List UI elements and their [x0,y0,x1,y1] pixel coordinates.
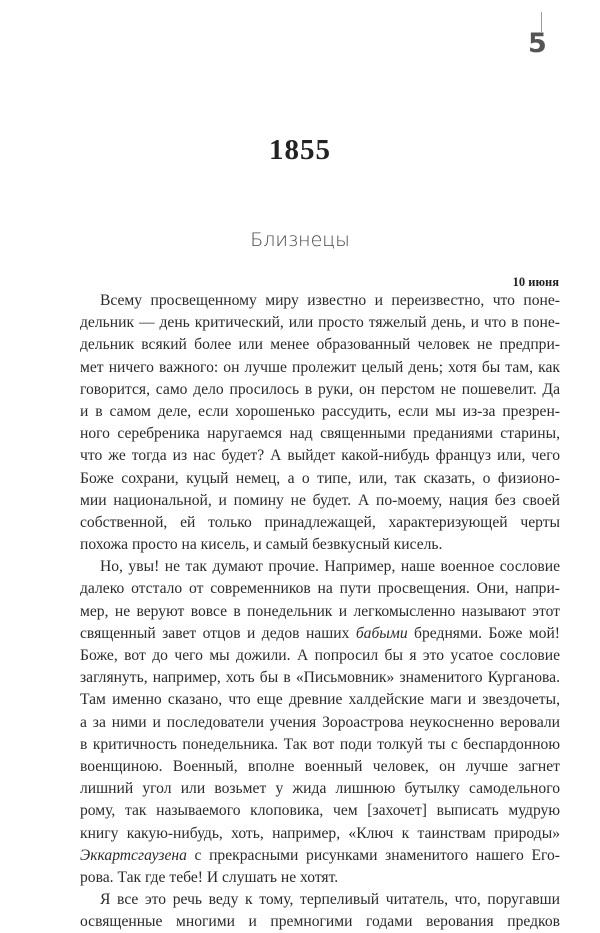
paragraph [80,889,560,933]
entry-date: 10 июня [512,275,559,289]
text-segment: мии национальной, и помину не будет. А по-моему, нация без своей [80,491,560,509]
text-line [80,645,560,667]
text-line [80,800,560,822]
text-line [80,823,560,845]
text-line [80,689,560,711]
text-segment: говорится, само дело просилось в руки, он перстом не пошевелит. Да [80,380,560,398]
chapter-title: Близнецы [250,229,350,251]
italic-text: бабыми [355,624,408,642]
text-line [80,379,560,401]
text-line [80,445,560,467]
text-line [80,889,560,911]
text-segment: Всему просвещенному миру известно и переизвестно, что поне- [100,292,560,309]
text-segment: дельник — день критический, или просто тяжелый день, и что в поне- [80,314,560,332]
text-segment: что же тогда из нас будет? А выйдет какой-нибудь француз или, чего [80,447,560,465]
text-line [80,534,560,556]
text-line [80,667,560,689]
text-line [80,490,560,512]
text-line [80,468,560,490]
text-segment: освященные многими и премногими годами верования предков [80,913,560,931]
year-heading: 1855 [269,134,331,166]
text-line [80,556,560,578]
text-segment: священный завет отцов и дедов наших [80,624,356,642]
text-segment: в критичность понедельника. Так вот поди толкуй ты с беспардонною [80,735,560,753]
text-segment: книгу какую-нибудь, хоть, например, «Ключ к таинствам природы» [80,824,560,842]
page-number: 5 [528,28,547,59]
text-line [80,623,560,645]
body-text [80,290,560,933]
text-segment: дельник всякий более или менее образованный человек не предпри- [80,336,560,354]
text-segment: мер, не веруют вовсе в понедельник и легкомысленно называют этот [80,602,560,620]
text-line [80,756,560,778]
text-line [80,867,560,889]
text-line [80,423,560,445]
text-line [80,290,560,312]
text-segment: мет ничего важного: он лучше пролежит целый день; хотя бы там, как [80,358,560,376]
text-segment: лишний угол или возьмет у жида лишнюю бутылку самодельного [80,780,560,798]
text-line [80,712,560,734]
text-segment: собственной, ей только принадлежащей, характеризующей черты [80,513,560,531]
paragraph [80,290,560,556]
text-line [80,512,560,534]
text-segment: Но, увы! не так думают прочие. Например, наше военное сословие [100,558,560,576]
text-segment: похожа просто на кисель, и самый безвкусный кисель. [80,536,443,554]
text-line [80,312,560,334]
text-line [80,845,560,867]
text-line [80,778,560,800]
text-segment: рова. Так где тебе! И слушать не хотят. [80,868,339,886]
text-segment: Там именно сказано, что еще древние халдейские маги и звездочеты, [80,691,560,709]
text-segment: а за ними и последователи учения Зороастрова неукосненно веровали [80,713,560,731]
text-line [80,578,560,600]
text-line [80,334,560,356]
text-segment: бреднями. Боже мой! [407,624,560,642]
text-line [80,401,560,423]
text-line [80,911,560,933]
text-segment: с прекрасными рисунками знаменитого нашего Его- [186,846,560,864]
italic-text: Эккартсгаузена [80,846,187,864]
text-line [80,357,560,379]
text-segment: Боже, вот до чего мы дожили. А попросил бы я это усатое сословие [80,647,560,664]
paragraph [80,556,560,889]
text-segment: заглянуть, например, хоть бы в «Письмовник» знаменитого Курганова. [80,669,560,687]
text-segment: Боже сохрани, куцый немец, а о типе, или, так сказать, о физионо- [80,469,560,487]
text-segment: рому, так называемого клоповика, чем [захочет] выписать мудрую [80,802,560,820]
text-line [80,601,560,623]
text-segment: военщиною. Военный, вполне военный человек, он лучше загнет [80,757,560,775]
text-segment: ного серебреника наругаемся над священными преданиями старины, [80,425,560,443]
text-segment: далеко отстало от современников на пути просвещения. Они, напри- [80,580,560,598]
text-segment: Я все это речь веду к тому, терпеливый читатель, что, поругавши [100,891,560,909]
text-line [80,734,560,756]
text-segment: и в самом деле, если хорошенько рассудить, если мы из-за презрен- [80,402,560,420]
